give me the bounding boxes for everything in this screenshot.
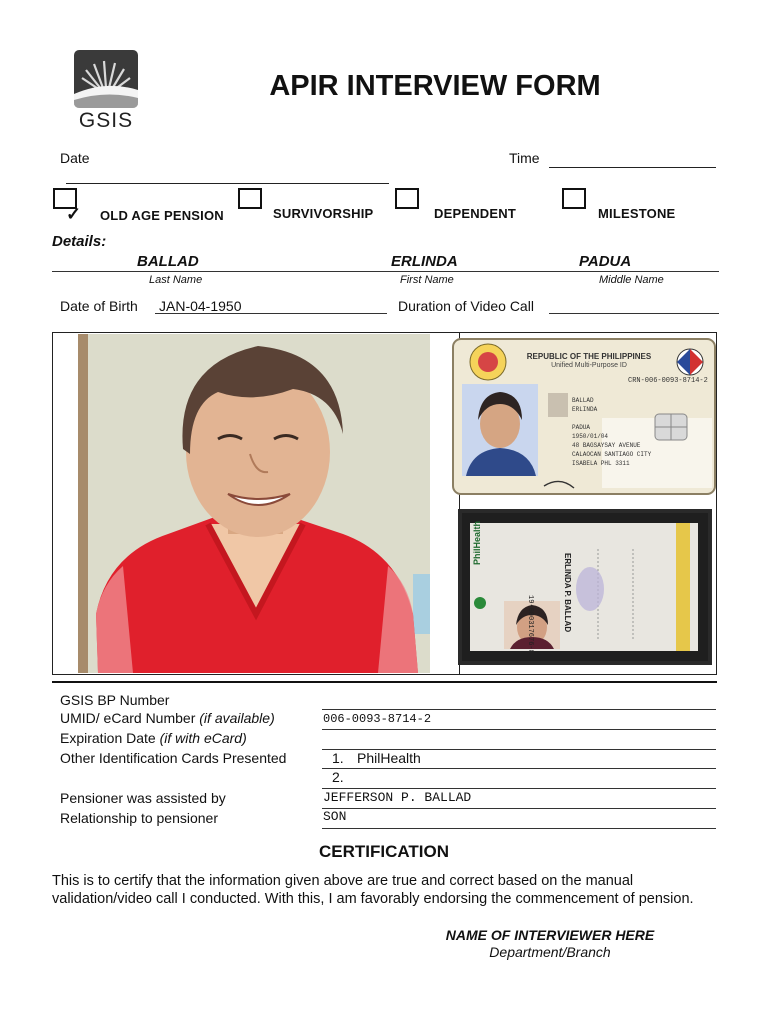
logo-sun-icon <box>74 50 138 108</box>
bp-number-input-line[interactable] <box>322 709 716 710</box>
checkbox-label-milestone: MILESTONE <box>598 206 676 221</box>
checkbox-label-dependent: DEPENDENT <box>434 206 516 221</box>
gsis-logo <box>74 50 138 134</box>
expiration-label-note: (if with eCard) <box>159 730 247 746</box>
details-label: Details: <box>52 233 107 250</box>
logo-text: GSIS <box>78 109 134 132</box>
bp-number-label: GSIS BP Number <box>60 692 170 708</box>
checkbox-label-survivorship: SURVIVORSHIP <box>273 206 374 221</box>
philhealth-card-name: ERLINDA P. BALLAD <box>563 553 572 633</box>
name-underline <box>52 271 719 272</box>
interviewer-name[interactable]: NAME OF INTERVIEWER HERE <box>445 927 655 943</box>
assisted-by-label: Pensioner was assisted by <box>60 790 226 806</box>
form-title: APIR INTERVIEW FORM <box>269 70 601 102</box>
other-id-2-line <box>322 788 716 789</box>
umid-card-header: REPUBLIC OF THE PHILIPPINES <box>526 352 652 361</box>
umid-value[interactable]: 006-0093-8714-2 <box>323 712 432 726</box>
assisted-by-line <box>322 808 716 809</box>
checkbox-survivorship[interactable] <box>238 188 262 209</box>
checkbox-label-old-age-pension: OLD AGE PENSION <box>100 208 224 223</box>
section-divider <box>52 681 717 683</box>
dob-underline <box>155 313 387 314</box>
philhealth-card-number: 19-000317676-8 <box>526 595 534 654</box>
middle-name-caption: Middle Name <box>599 274 664 286</box>
interviewer-department: Department/Branch <box>489 944 611 960</box>
middle-name-value: PADUA <box>579 253 632 270</box>
first-name-caption: First Name <box>400 274 454 286</box>
pensioner-photo <box>78 334 430 673</box>
video-call-label: Duration of Video Call <box>398 298 534 314</box>
other-ids-label: Other Identification Cards Presented <box>60 750 287 766</box>
umid-card-image <box>452 338 716 495</box>
dob-value[interactable]: JAN-04-1950 <box>159 298 242 314</box>
dob-label: Date of Birth <box>60 298 138 314</box>
philhealth-card-image <box>458 509 712 665</box>
first-name-value: ERLINDA <box>391 253 458 270</box>
other-id-1-number: 1. <box>332 750 344 766</box>
relationship-line <box>322 828 716 829</box>
umid-label <box>60 710 275 726</box>
relationship-value[interactable]: SON <box>323 809 347 824</box>
relationship-label: Relationship to pensioner <box>60 810 218 826</box>
checkbox-dependent[interactable] <box>395 188 419 209</box>
last-name-value: BALLAD <box>137 253 199 270</box>
philhealth-card-brand: PhilHealth <box>472 520 482 565</box>
other-id-1-line <box>322 768 716 769</box>
umid-card-crn: CRN-006-0093-8714-2 <box>628 377 708 385</box>
certification-title: CERTIFICATION <box>318 842 449 861</box>
time-label: Time <box>509 150 540 166</box>
other-id-2-number: 2. <box>332 769 344 785</box>
umid-input-line <box>322 729 716 730</box>
umid-card-subheader: Unified Multi-Purpose ID <box>551 362 627 369</box>
date-label: Date <box>60 150 90 166</box>
certification-body: This is to certify that the information given above are true and correct based on the manual validation/video call I conducted. With this, I am favorably endorsing the commencement of pension. <box>52 873 694 907</box>
time-input-line[interactable] <box>549 167 716 168</box>
umid-card-details: BALLAD ERLINDA PADUA 1950/01/04 48 BAGSAYSAY AVENUE CALAOCAN SANTIAGO CITY ISABELA PHL 3311 <box>572 397 652 467</box>
assisted-by-value[interactable]: JEFFERSON P. BALLAD <box>323 790 472 805</box>
date-input-line[interactable] <box>66 183 389 184</box>
last-name-caption: Last Name <box>149 274 203 286</box>
checkmark-icon: ✓ <box>66 204 82 224</box>
umid-label-text: UMID/ eCard Number <box>60 710 196 726</box>
other-id-1-value[interactable]: PhilHealth <box>357 750 421 766</box>
expiration-label <box>60 730 247 746</box>
video-call-input-line[interactable] <box>549 313 719 314</box>
umid-label-note: (if available) <box>199 710 275 726</box>
expiration-label-text: Expiration Date <box>60 730 156 746</box>
checkbox-milestone[interactable] <box>562 188 586 209</box>
